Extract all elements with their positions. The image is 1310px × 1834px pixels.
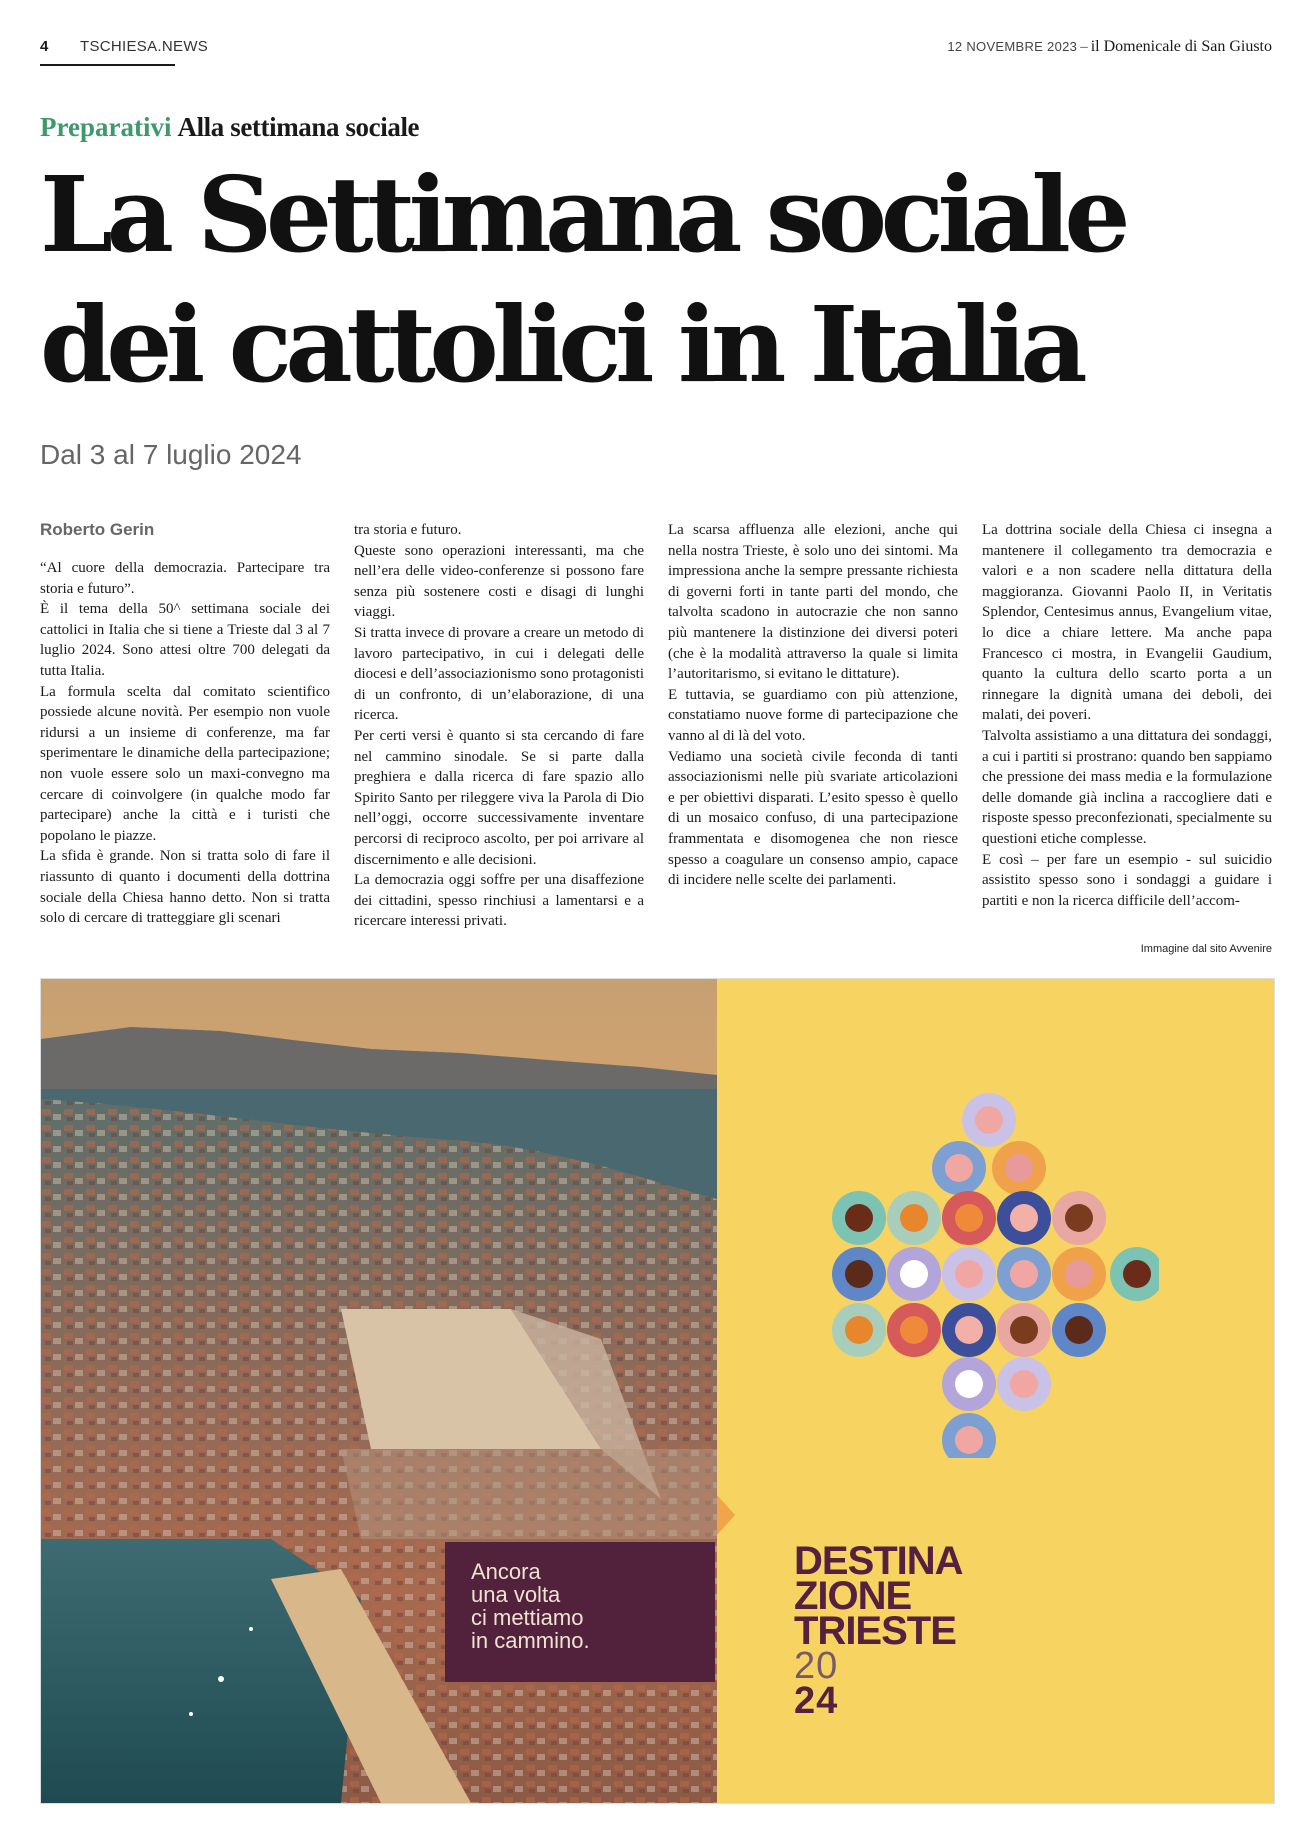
paragraph: Queste sono operazioni interessanti, ma che nell’era delle video-conferenze si possono fare senza più sostenere costi e disagi di lunghi viaggi. — [354, 542, 644, 621]
mosaic-person — [1110, 1247, 1159, 1301]
page-header — [40, 34, 1272, 62]
promo-line-1: Ancora — [471, 1559, 541, 1584]
paragraph: E tuttavia, se guardiamo con più attenzione, constatiamo nuove forme di partecipazione che vanno al di là del voto. — [668, 686, 958, 744]
paragraph: tra storia e futuro. — [354, 522, 462, 538]
mosaic-person — [887, 1303, 941, 1357]
dateline-separator: – — [1080, 39, 1088, 55]
mosaic-person — [997, 1357, 1051, 1411]
mosaic-person — [887, 1191, 941, 1245]
paragraph: La democrazia oggi soffre per una disaffezione dei cittadini, spesso rinchiusi a lamentarsi e a ricercare interessi privati. — [354, 872, 644, 930]
mosaic-person — [997, 1191, 1051, 1245]
article-subtitle: Dal 3 al 7 luglio 2024 — [40, 439, 302, 470]
paragraph: Talvolta assistiamo a una dittatura dei sondaggi, a cui i partiti si prostrano: quando ben sappiamo che pressione dei mass media e la formulazione delle domande già inclina a raccogliere dati e risposte spesso preconfezionati, specialmente su questioni etiche complesse. — [982, 727, 1272, 847]
paragraph: “Al cuore della democrazia. Partecipare tra storia e futuro”. — [40, 560, 330, 597]
wordmark-line-2: ZIONE — [794, 1574, 912, 1618]
article-kicker — [40, 112, 419, 143]
destinazione-trieste-wordmark — [794, 1539, 963, 1722]
promo-line-4: in cammino. — [471, 1628, 590, 1653]
wordmark-year-prefix: 20 — [794, 1645, 839, 1687]
mosaic-person — [1052, 1303, 1106, 1357]
mosaic-person — [997, 1247, 1051, 1301]
paragraph: Vediamo una società civile feconda di tanti associazionismi nelle più svariate articolazioni e per obiettivi disparati. L’esito spesso è quello di un mosaico confuso, di una partecipazione frammentata e disomogenea che non riesce spesso a coagulare un consenso ampio, capace di incidere nelle scelte dei parlamenti. — [668, 748, 958, 889]
mosaic-person — [932, 1141, 986, 1195]
promo-line-3: ci mettiamo — [471, 1605, 584, 1630]
mosaic-person — [887, 1247, 941, 1301]
site-name: TSCHIESA.NEWS — [80, 38, 209, 55]
mosaic-person — [832, 1303, 886, 1357]
paragraph: La sfida è grande. Non si tratta solo di fare il riassunto di quanto i documenti della dottrina sociale della Chiesa hanno detto. Non si tratta solo di cercare di tratteggiare gli scenari — [40, 848, 330, 927]
page-number: 4 — [40, 38, 49, 55]
mosaic-person — [992, 1141, 1046, 1195]
wordmark-year — [794, 1645, 963, 1722]
paragraph: È il tema della 50^ settimana sociale dei cattolici in Italia che si tiene a Trieste dal 3 al 7 luglio 2024. Sono attesi oltre 700 delegati da tutta Italia. — [40, 601, 330, 679]
headline-line-1: La Settimana sociale — [40, 153, 1125, 276]
promo-box — [445, 1542, 715, 1682]
header-rule — [40, 64, 175, 66]
promo-text — [471, 1560, 590, 1652]
paragraph: La formula scelta dal comitato scientifico possiede alcune novità. Per esempio non vuole ridursi a un insieme di conferenze, ma far sperimentare le dinamiche della partecipazione; non vuole essere solo un maxi-convegno ma cercare di coinvolgere (in qualche modo far partecipare) anche la città e i turisti che popolano le piazze. — [40, 683, 330, 844]
header-dateline — [947, 38, 1272, 56]
paragraph: La scarsa affluenza alle elezioni, anche qui nella nostra Trieste, è solo uno dei sintomi. Ma impressiona anche la sempre pressante richiesta di governi forti in tante parti del mondo, che talvolta scadono in autocrazie che non sanno più mantenere la distinzione dei diversi poteri (che è la modalità attraverso la quale si limita l’autoritarismo, si evitano le dittature). — [668, 522, 958, 683]
article-column-2 — [354, 520, 644, 932]
mosaic-person — [942, 1247, 996, 1301]
mosaic-person — [942, 1303, 996, 1357]
publication-name: il Domenicale di San Giusto — [1090, 38, 1272, 55]
promo-line-2: una volta — [471, 1582, 561, 1607]
mosaic-person — [942, 1191, 996, 1245]
article-column-3 — [668, 520, 958, 891]
mosaic-person — [832, 1247, 886, 1301]
yellow-panel — [717, 979, 1274, 1803]
wordmark-line-3: TRIESTE — [794, 1609, 956, 1653]
mosaic-person — [1052, 1247, 1106, 1301]
issue-date: 12 NOVEMBRE 2023 — [947, 39, 1078, 54]
mosaic-person — [832, 1191, 886, 1245]
article-column-1 — [40, 520, 330, 929]
byline: Roberto Gerin — [40, 520, 155, 539]
article-headline — [40, 150, 1280, 410]
mosaic-person — [997, 1303, 1051, 1357]
headline-line-2: dei cattolici in Italia — [40, 283, 1082, 406]
article-column-4 — [982, 520, 1272, 911]
paragraph: Per certi versi è quanto si sta cercando di fare nel cammino sinodale. Se si parte dalla preghiera e dalla ricerca di fare spazio allo Spirito Santo per rileggere viva la Parola di Dio nell’oggi, occorre successivamente inventare percorsi di reciproco ascolto, per poi arrivare al discernimento e alle decisioni. — [354, 727, 644, 868]
image-credit: Immagine dal sito Avvenire — [1140, 943, 1272, 955]
wordmark-year-suffix: 24 — [794, 1680, 839, 1722]
paragraph: La dottrina sociale della Chiesa ci insegna a mantenere il collegamento tra democrazia e valori e a non scadere nella dittatura della maggioranza. Giovanni Paolo II, in Veritatis Splendor, Centesimus annus, Evangelium vitae, lo dice a chiare lettere. Ma anche papa Francesco ci mostra, in Evangelii Gaudium, quanto la cultura dello scarto porta a un rinnegare la dignità umana dei deboli, dei malati, dei poveri. — [982, 522, 1272, 724]
kicker-topic: Alla settimana sociale — [177, 112, 420, 142]
paragraph: E così – per fare un esempio - sul suicidio assistito spesso sono i sondaggi a guidare i partiti e non la ricerca difficile dell’accom- — [982, 851, 1272, 909]
mosaic-person — [942, 1357, 996, 1411]
mosaic-person — [1052, 1191, 1106, 1245]
mosaic-person — [962, 1093, 1016, 1147]
article-image — [40, 978, 1275, 1804]
mosaic-person — [942, 1413, 996, 1458]
kicker-section: Preparativi — [40, 112, 172, 142]
mosaic-cross-logo — [819, 1078, 1159, 1458]
paragraph: Si tratta invece di provare a creare un metodo di lavoro partecipativo, in cui i delegati delle diocesi e dell’associazionismo sono protagonisti di un confronto, di un’elaborazione, di una ricerca. — [354, 624, 644, 724]
wordmark-line-1: DESTINA — [794, 1539, 963, 1583]
panel-notch — [717, 1495, 735, 1535]
